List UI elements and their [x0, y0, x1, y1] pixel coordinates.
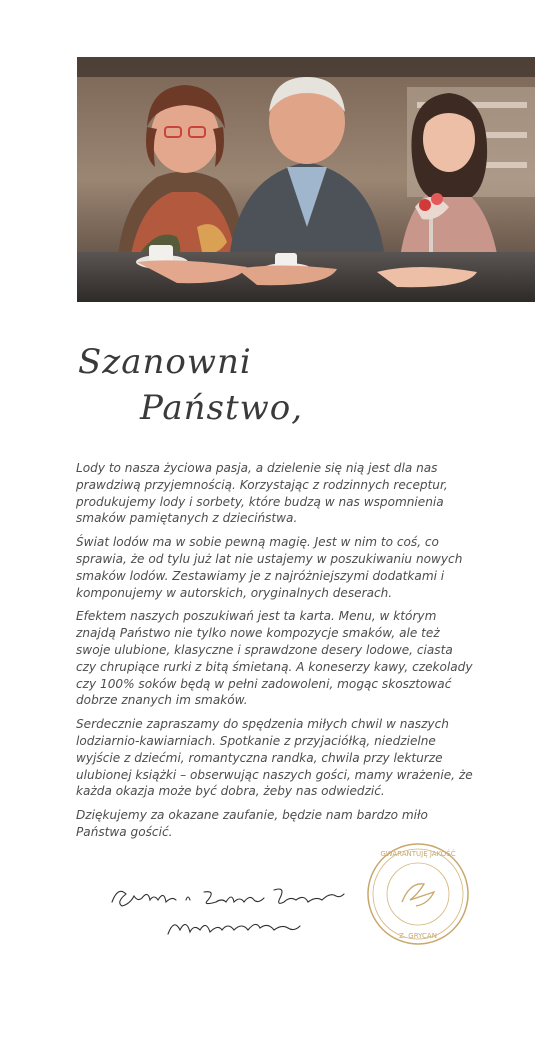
- letter-paragraph: Lody to nasza życiowa pasja, a dzielenie się nią jest dla nas prawdziwą przyjemnością. Korzystając z rodzinnych receptur, produkujemy lody i sorbety, które budzą w nas wspomnienia smaków pamiętanych z dzieciństwa.: [76, 461, 448, 526]
- quality-seal: [366, 842, 470, 946]
- family-photo: [77, 57, 535, 302]
- letter-paragraph: Efektem naszych poszukiwań jest ta karta. Menu, w którym znajdą Państwo nie tylko nowe kompozycje smaków, ale też swoje ulubione, klasyczne i sprawdzone desery lodowe, ciasta czy chrupiące rurki z bitą śmietaną. A koneserzy kawy, czekolady czy 100% soków będą w pełni zadowoleni, mogąc skosztować dobrze znanych im smaków.: [76, 609, 473, 708]
- letter-body: [76, 460, 476, 848]
- letter-paragraph: Świat lodów ma w sobie pewną magię. Jest w nim to coś, co sprawia, że od tylu już lat nie ustajemy w poszukiwaniu nowych smaków lodów. Zestawiamy je z najróżniejszymi dodatkami i komponujemy w autorskich, oryginalnych deserach.: [76, 535, 463, 600]
- handwritten-signatures: [108, 872, 348, 952]
- greeting-line-1: Szanowni: [78, 342, 252, 382]
- letter-paragraph: Serdecznie zapraszamy do spędzenia miłych chwil w naszych lodziarnio-kawiarniach. Spotkanie z przyjaciółką, niedzielne wyjście z dziećmi, romantyczna randka, chwila przy lekturze ulubionej książki – obserwując naszych gości, mamy wrażenie, że każda okazja może być dobra, żeby nas odwiedzić.: [76, 717, 473, 799]
- greeting-heading: [78, 342, 378, 442]
- seal-graphic: [366, 842, 470, 946]
- family-photo-illustration: [77, 57, 535, 302]
- letter-paragraph: Dziękujemy za okazane zaufanie, będzie nam bardzo miło Państwa gościć.: [76, 808, 428, 839]
- svg-text:Z. GRYCAN: Z. GRYCAN: [399, 932, 437, 940]
- greeting-line-2: Państwo,: [140, 388, 304, 428]
- svg-text:GWARANTUJĘ JAKOŚĆ: GWARANTUJĘ JAKOŚĆ: [380, 850, 456, 858]
- signature-drawing: [108, 872, 348, 952]
